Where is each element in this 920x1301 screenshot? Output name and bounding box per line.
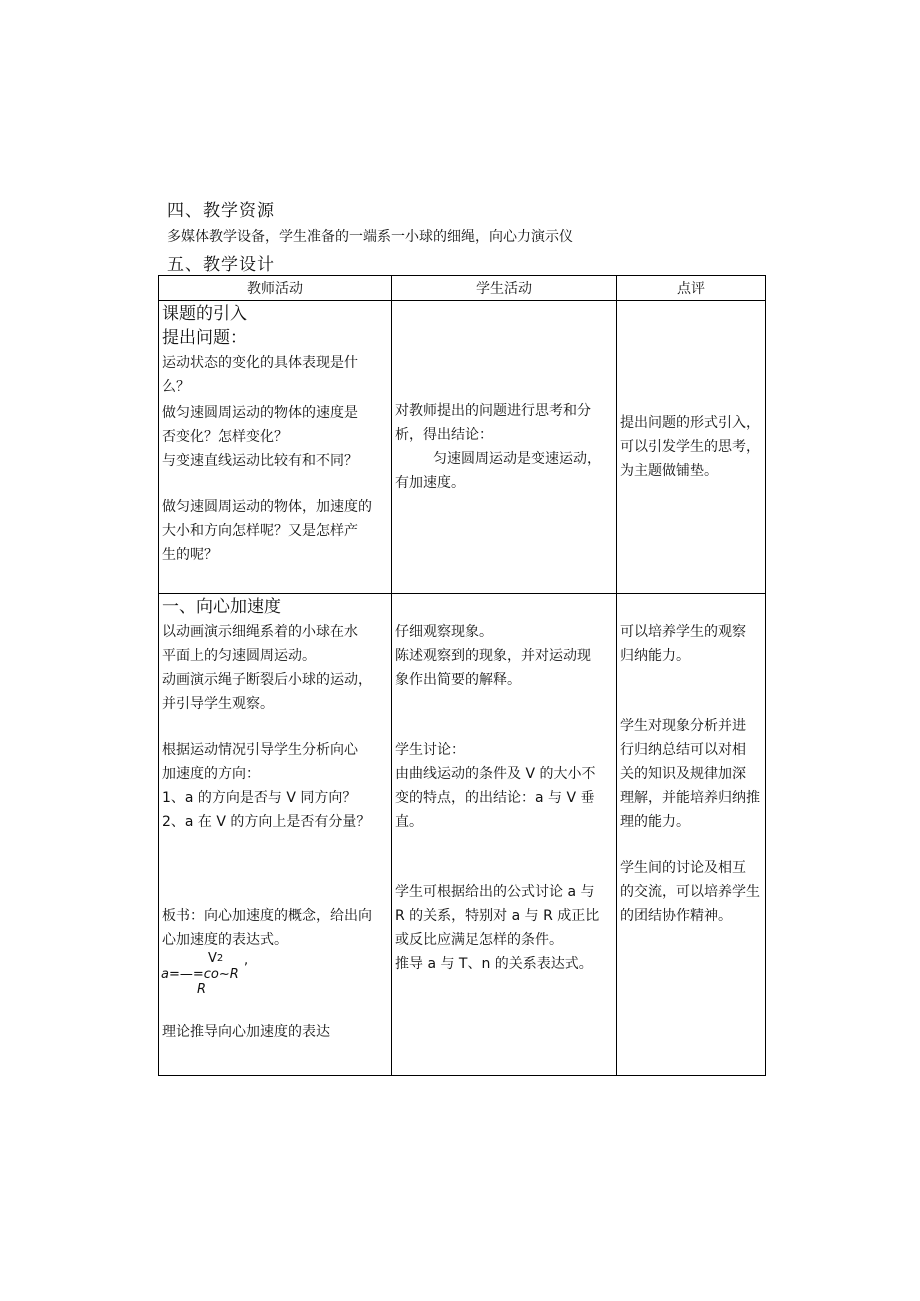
header-student-activity: 学生活动 xyxy=(392,276,617,301)
accel-comment-line-9: 的交流，可以培养学生 xyxy=(620,884,760,900)
intro-student-line-1: 对教师提出的问题进行思考和分 xyxy=(395,403,591,419)
accel-teacher-line-8: 2、a 在 V 的方向上是否有分量？ xyxy=(162,814,371,830)
accel-teacher-cell xyxy=(159,594,392,1076)
intro-student-line-3: 匀速圆周运动是变速运动， xyxy=(433,451,601,467)
accel-student-line-11: 推导 a 与 T、n 的关系表达式。 xyxy=(395,956,593,972)
accel-student-line-4: 学生讨论： xyxy=(395,742,465,758)
accel-comment-line-10: 的团结协作精神。 xyxy=(620,908,732,924)
formula-denominator: R xyxy=(197,982,207,997)
accel-teacher-line-10: 心加速度的表达式。 xyxy=(162,932,288,948)
accel-teacher-line-4: 并引导学生观察。 xyxy=(162,696,274,712)
accel-teacher-line-7: 1、a 的方向是否与 V 同方向？ xyxy=(162,790,357,806)
accel-comment-cell xyxy=(617,594,766,1076)
table-row-introduction xyxy=(159,301,766,594)
accel-teacher-line-6: 加速度的方向： xyxy=(162,766,260,782)
accel-comment-line-1: 可以培养学生的观察 xyxy=(620,624,746,640)
accel-title: 一、向心加速度 xyxy=(162,597,281,617)
accel-student-line-1: 仔细观察现象。 xyxy=(395,624,493,640)
intro-comment-cell xyxy=(617,301,766,594)
accel-comment-line-8: 学生间的讨论及相互 xyxy=(620,860,746,876)
teaching-design-table xyxy=(158,275,766,1076)
accel-teacher-line-11: 理论推导向心加速度的表达 xyxy=(162,1024,330,1040)
accel-student-line-2: 陈述观察到的现象，并对运动现 xyxy=(395,648,591,664)
formula-expression: a=—=co~R xyxy=(161,967,239,982)
intro-question-2-line-2: 否变化？怎样变化？ xyxy=(162,429,288,445)
intro-teacher-cell xyxy=(159,301,392,594)
accel-student-line-9: R 的关系，特别对 a 与 R 成正比 xyxy=(395,908,600,924)
header-teacher-activity: 教师活动 xyxy=(159,276,392,301)
intro-student-line-4: 有加速度。 xyxy=(395,475,465,491)
intro-student-cell xyxy=(392,301,617,594)
table-header-row xyxy=(159,276,766,301)
accel-student-cell xyxy=(392,594,617,1076)
header-comment: 点评 xyxy=(617,276,766,301)
intro-comment-line-1: 提出问题的形式引入， xyxy=(620,415,760,431)
accel-teacher-line-9: 板书：向心加速度的概念，给出向 xyxy=(162,908,372,924)
accel-teacher-line-2: 平面上的匀速圆周运动。 xyxy=(162,648,316,664)
accel-student-line-5: 由曲线运动的条件及 V 的大小不 xyxy=(395,766,596,782)
accel-comment-line-6: 理解，并能培养归纳推 xyxy=(620,790,760,806)
intro-question-1-line-2: 么？ xyxy=(162,379,190,395)
intro-question-3: 与变速直线运动比较有和不同？ xyxy=(162,453,358,469)
accel-teacher-line-1: 以动画演示细绳系着的小球在水 xyxy=(162,624,358,640)
intro-question-2-line-1: 做匀速圆周运动的物体的速度是 xyxy=(162,405,358,421)
intro-subtitle: 提出问题： xyxy=(162,328,247,348)
formula-numerator: $V^2$ xyxy=(208,951,224,966)
intro-question-4-line-2: 大小和方向怎样呢？又是怎样产 xyxy=(162,523,358,539)
accel-student-line-7: 直。 xyxy=(395,814,423,830)
section-heading-resources: 四、教学资源 xyxy=(167,201,275,221)
intro-question-4-line-1: 做匀速圆周运动的物体，加速度的 xyxy=(162,499,372,515)
intro-comment-line-2: 可以引发学生的思考， xyxy=(620,439,760,455)
intro-question-4-line-3: 生的呢？ xyxy=(162,547,218,563)
intro-title: 课题的引入 xyxy=(162,304,247,324)
intro-question-1-line-1: 运动状态的变化的具体表现是什 xyxy=(162,355,358,371)
intro-student-line-2: 析，得出结论： xyxy=(395,427,493,443)
accel-student-line-10: 或反比应满足怎样的条件。 xyxy=(395,932,563,948)
section-heading-design: 五、教学设计 xyxy=(167,255,275,275)
accel-comment-line-7: 理的能力。 xyxy=(620,814,690,830)
formula-comma: , xyxy=(244,953,249,968)
accel-comment-line-5: 关的知识及规律加深 xyxy=(620,766,746,782)
accel-comment-line-3: 学生对现象分析并进 xyxy=(620,718,746,734)
accel-teacher-line-3: 动画演示绳子断裂后小球的运动， xyxy=(162,672,372,688)
accel-student-line-6: 变的特点，的出结论：a 与 V 垂 xyxy=(395,790,595,806)
resources-text: 多媒体教学设备，学生准备的一端系一小球的细绳，向心力演示仪 xyxy=(167,229,573,245)
accel-comment-line-4: 行归纳总结可以对相 xyxy=(620,742,746,758)
accel-student-line-3: 象作出简要的解释。 xyxy=(395,672,521,688)
accel-comment-line-2: 归纳能力。 xyxy=(620,648,690,664)
accel-teacher-line-5: 根据运动情况引导学生分析向心 xyxy=(162,742,358,758)
table-row-centripetal-acceleration xyxy=(159,594,766,1076)
accel-student-line-8: 学生可根据给出的公式讨论 a 与 xyxy=(395,884,595,900)
intro-comment-line-3: 为主题做铺垫。 xyxy=(620,463,718,479)
